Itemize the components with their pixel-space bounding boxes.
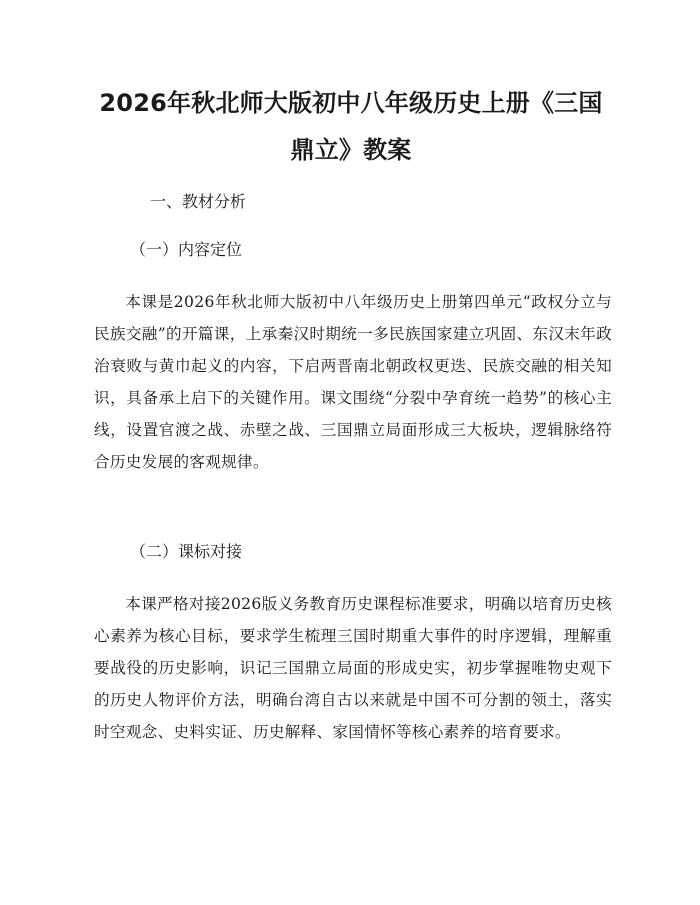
paragraph-curriculum-standards: 本课严格对接2026版义务教育历史课程标准要求，明确以培育历史核心素养为核心目标，要求学生梳理三国时期重大事件的时序逻辑，理解重要战役的历史影响，识记三国鼎立局面的形成史实，初步掌握唯物史观下的历史人物评价方法，明确台湾自古以来就是中国不可分割的领土，落实时空观念、史料实证、历史解释、家国情怀等核心素养的培育要求。 (94, 595, 612, 741)
document-title: 2026年秋北师大版初中八年级历史上册《三国鼎立》教案 (99, 89, 603, 164)
subsection-heading-curriculum-standards: （二）课标对接 (130, 542, 243, 561)
section-heading-textbook-analysis: 一、教材分析 (150, 192, 247, 211)
subsection-heading-content-positioning: （一）内容定位 (130, 240, 243, 259)
paragraph-content-positioning: 本课是2026年秋北师大版初中八年级历史上册第四单元“政权分立与民族交融”的开篇课，上承秦汉时期统一多民族国家建立巩固、东汉末年政治衰败与黄巾起义的内容，下启两晋南北朝政权更迭、民族交融的相关知识，具备承上启下的关键作用。课文围绕“分裂中孕育统一趋势”的核心主线，设置官渡之战、赤壁之战、三国鼎立局面形成三大板块，逻辑脉络符合历史发展的客观规律。 (94, 293, 612, 471)
